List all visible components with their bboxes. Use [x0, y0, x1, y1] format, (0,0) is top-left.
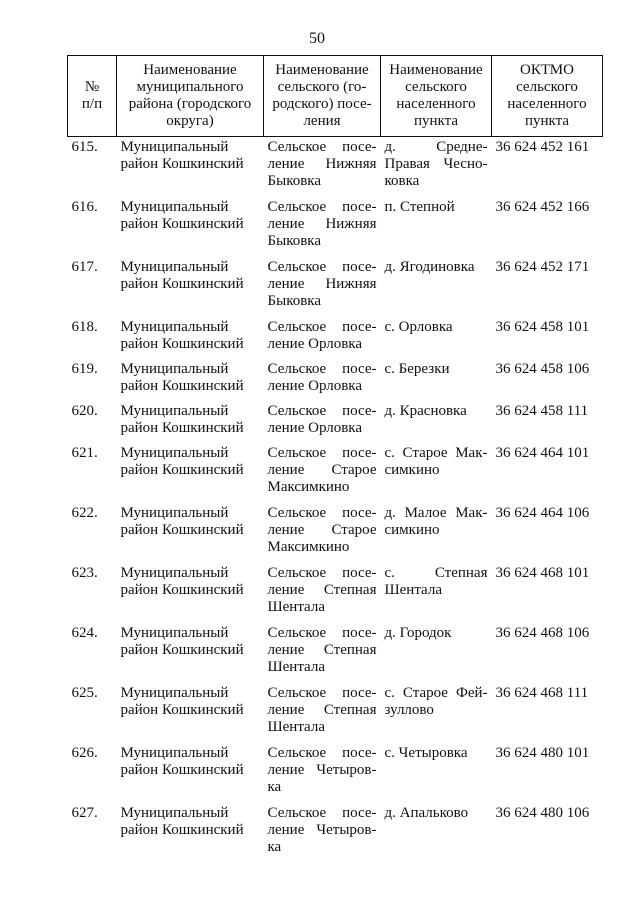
locality-cell [381, 401, 492, 443]
cell-line: ка [267, 838, 282, 855]
oktmo-cell: 36 624 464 106 [495, 504, 590, 521]
cell-line: ление Старое [267, 461, 377, 478]
table-row [68, 197, 603, 257]
row-number: 618. [71, 318, 98, 335]
cell-line: район Кошкинский [120, 215, 244, 232]
cell-line: с. Четыровка [384, 744, 468, 761]
cell-line: Муниципальный [120, 402, 229, 419]
header-line: пункта [524, 113, 570, 129]
row-number: 619. [71, 360, 98, 377]
settlement-cell [264, 803, 381, 863]
header-line: округа) [166, 113, 214, 129]
locality-cell [381, 683, 492, 743]
settlements-table [67, 55, 603, 863]
cell-line: симкино [384, 521, 440, 538]
cell-line: район Кошкинский [120, 701, 244, 718]
header-line: населенного [396, 96, 476, 112]
oktmo-cell: 36 624 458 101 [495, 318, 590, 335]
cell-line: Шентала [384, 581, 442, 598]
cell-line: Муниципальный [120, 504, 229, 521]
cell-line: ление Четыров- [267, 821, 377, 838]
cell-line: Муниципальный [120, 360, 229, 377]
district-cell [117, 401, 264, 443]
locality-cell [381, 503, 492, 563]
cell-line: с. Старое Мак- [384, 444, 488, 461]
cell-line: Сельское посе- [267, 744, 377, 761]
table-row [68, 683, 603, 743]
district-cell [117, 743, 264, 803]
header-line: сельского [516, 79, 578, 95]
cell-line: д. Апальково [384, 804, 469, 821]
cell-line: д. Городок [384, 624, 452, 641]
cell-line: ление Нижняя [267, 275, 377, 292]
cell-line: Сельское посе- [267, 624, 377, 641]
cell-line: д. Малое Мак- [384, 504, 488, 521]
district-cell [117, 197, 264, 257]
row-number: 626. [71, 744, 98, 761]
cell-line: Быковка [267, 232, 322, 249]
settlement-cell [264, 317, 381, 359]
header-oktmo [492, 56, 603, 137]
settlement-cell [264, 623, 381, 683]
settlement-cell [264, 743, 381, 803]
cell-line: ление Степная [267, 701, 377, 718]
header-number [68, 56, 117, 137]
cell-line: Муниципальный [120, 624, 229, 641]
district-cell [117, 623, 264, 683]
header-line: ления [303, 113, 341, 129]
cell-line: Максимкино [267, 538, 350, 555]
table-row [68, 443, 603, 503]
cell-line: зуллово [384, 701, 434, 718]
cell-line: Сельское посе- [267, 564, 377, 581]
row-number: 622. [71, 504, 98, 521]
table-row [68, 803, 603, 863]
row-number: 623. [71, 564, 98, 581]
district-cell [117, 359, 264, 401]
district-cell [117, 137, 264, 197]
cell-line: ление Орловка [267, 335, 363, 352]
table-row [68, 257, 603, 317]
cell-line: Шентала [267, 658, 325, 675]
locality-cell [381, 623, 492, 683]
oktmo-cell: 36 624 458 106 [495, 360, 590, 377]
table-row [68, 137, 603, 197]
settlement-cell [264, 683, 381, 743]
header-line: муниципального [136, 79, 244, 95]
cell-line: Муниципальный [120, 444, 229, 461]
cell-line: ление Нижняя [267, 215, 377, 232]
cell-line: Муниципальный [120, 804, 229, 821]
settlement-cell [264, 443, 381, 503]
locality-cell [381, 743, 492, 803]
header-line: сельского [405, 79, 467, 95]
row-number: 627. [71, 804, 98, 821]
district-cell [117, 563, 264, 623]
table-row [68, 563, 603, 623]
oktmo-cell: 36 624 468 101 [495, 564, 590, 581]
locality-cell [381, 197, 492, 257]
cell-line: Муниципальный [120, 258, 229, 275]
cell-line: ка [267, 778, 282, 795]
oktmo-cell: 36 624 458 111 [495, 402, 589, 419]
district-cell [117, 257, 264, 317]
cell-line: ление Степная [267, 641, 377, 658]
district-cell [117, 803, 264, 863]
cell-line: район Кошкинский [120, 419, 244, 436]
cell-line: Муниципальный [120, 564, 229, 581]
cell-line: Сельское посе- [267, 804, 377, 821]
cell-line: Муниципальный [120, 684, 229, 701]
table-row [68, 623, 603, 683]
cell-line: д. Красновка [384, 402, 467, 419]
row-number: 621. [71, 444, 98, 461]
cell-line: ление Четыров- [267, 761, 377, 778]
header-line: населенного [507, 96, 587, 112]
district-cell [117, 317, 264, 359]
cell-line: Правая Чесно- [384, 156, 488, 172]
row-number: 620. [71, 402, 98, 419]
settlement-cell [264, 257, 381, 317]
cell-line: район Кошкинский [120, 821, 244, 838]
cell-line: Сельское посе- [267, 402, 377, 419]
settlement-cell [264, 401, 381, 443]
row-number: 625. [71, 684, 98, 701]
cell-line: Сельское посе- [267, 360, 377, 377]
cell-line: ление Нижняя [267, 156, 377, 172]
header-row [68, 56, 603, 137]
cell-line: с. Орловка [384, 318, 453, 335]
header-line: № [84, 79, 100, 95]
cell-line: Шентала [267, 718, 325, 735]
oktmo-cell: 36 624 480 106 [495, 804, 590, 821]
district-cell [117, 683, 264, 743]
table-row [68, 401, 603, 443]
cell-line: район Кошкинский [120, 335, 244, 352]
table-row [68, 359, 603, 401]
cell-line: д. Средне- [384, 139, 488, 155]
cell-line: район Кошкинский [120, 521, 244, 538]
cell-line: Быковка [267, 173, 322, 189]
settlement-cell [264, 503, 381, 563]
cell-line: д. Ягодиновка [384, 258, 475, 275]
cell-line: ление Орловка [267, 377, 363, 394]
district-cell [117, 503, 264, 563]
header-line: района (городского [128, 96, 252, 112]
header-settlement [264, 56, 381, 137]
cell-line: ление Старое [267, 521, 377, 538]
header-line: ОКТМО [520, 62, 574, 78]
table-header [68, 56, 603, 137]
cell-line: с. Степная [384, 564, 488, 581]
oktmo-cell: 36 624 452 166 [495, 198, 590, 215]
header-locality [381, 56, 492, 137]
cell-line: район Кошкинский [120, 377, 244, 394]
oktmo-cell: 36 624 464 101 [495, 444, 590, 461]
cell-line: район Кошкинский [120, 275, 244, 292]
table-row [68, 503, 603, 563]
table-row [68, 317, 603, 359]
header-line: сельского (го- [277, 79, 367, 95]
cell-line: Сельское посе- [267, 258, 377, 275]
header-line: п/п [81, 96, 103, 112]
cell-line: ление Орловка [267, 419, 363, 436]
table-row [68, 743, 603, 803]
cell-line: с. Старое Фей- [384, 684, 488, 701]
header-line: Наименование [389, 62, 483, 78]
row-number: 615. [71, 139, 98, 155]
cell-line: п. Степной [384, 198, 455, 215]
cell-line: Сельское посе- [267, 684, 377, 701]
header-line: родского) посе- [272, 96, 372, 112]
oktmo-cell: 36 624 480 101 [495, 744, 590, 761]
settlement-cell [264, 563, 381, 623]
cell-line: Быковка [267, 292, 322, 309]
row-number: 624. [71, 624, 98, 641]
cell-line: симкино [384, 461, 440, 478]
table-body [68, 137, 603, 863]
locality-cell [381, 443, 492, 503]
district-cell [117, 443, 264, 503]
cell-line: Шентала [267, 598, 325, 615]
cell-line: район Кошкинский [120, 581, 244, 598]
oktmo-cell: 36 624 468 111 [495, 684, 589, 701]
row-number: 616. [71, 198, 98, 215]
cell-line: ление Степная [267, 581, 377, 598]
cell-line: ковка [384, 173, 420, 189]
cell-line: район Кошкинский [120, 461, 244, 478]
cell-line: район Кошкинский [120, 641, 244, 658]
cell-line: Муниципальный [120, 744, 229, 761]
cell-line: район Кошкинский [120, 761, 244, 778]
cell-line: Сельское посе- [267, 198, 377, 215]
cell-line: Муниципальный [120, 139, 229, 155]
oktmo-cell: 36 624 452 171 [495, 258, 590, 275]
row-number: 617. [71, 258, 98, 275]
header-district [117, 56, 264, 137]
settlement-cell [264, 197, 381, 257]
settlement-cell [264, 137, 381, 197]
locality-cell [381, 563, 492, 623]
cell-line: с. Березки [384, 360, 450, 377]
cell-line: район Кошкинский [120, 156, 244, 172]
header-line: Наименование [143, 62, 237, 78]
header-line: пункта [413, 113, 459, 129]
locality-cell [381, 257, 492, 317]
page-number: 50 [309, 30, 325, 47]
locality-cell [381, 137, 492, 197]
locality-cell [381, 317, 492, 359]
oktmo-cell: 36 624 468 106 [495, 624, 590, 641]
cell-line: Сельское посе- [267, 444, 377, 461]
header-line: Наименование [275, 62, 369, 78]
cell-line: Максимкино [267, 478, 350, 495]
cell-line: Муниципальный [120, 198, 229, 215]
locality-cell [381, 359, 492, 401]
oktmo-cell: 36 624 452 161 [495, 139, 590, 155]
locality-cell [381, 803, 492, 863]
cell-line: Сельское посе- [267, 139, 377, 155]
cell-line: Муниципальный [120, 318, 229, 335]
settlement-cell [264, 359, 381, 401]
cell-line: Сельское посе- [267, 504, 377, 521]
cell-line: Сельское посе- [267, 318, 377, 335]
